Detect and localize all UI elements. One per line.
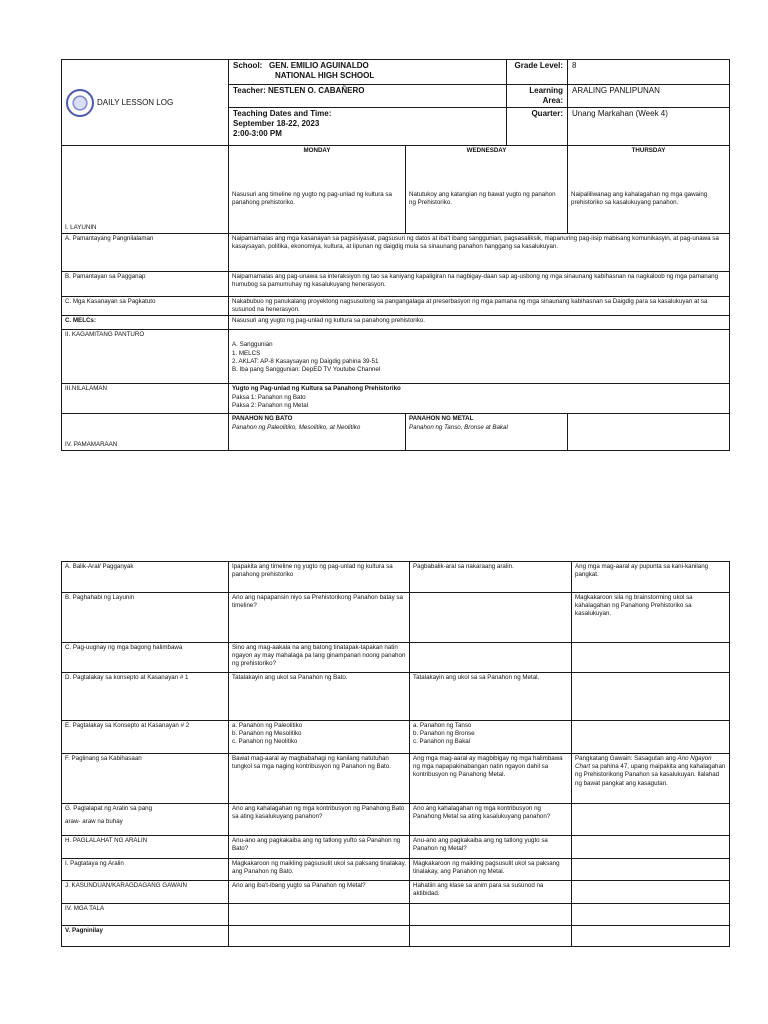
- paglalapat-label-cell: [62, 804, 229, 836]
- table-row: [62, 804, 730, 836]
- table-row: [62, 926, 730, 947]
- row-label: A. Balik-Aral/ Pagganyak: [62, 562, 229, 593]
- pagninilay-label: V. Pagninilay: [62, 926, 229, 947]
- row-thursday: [572, 673, 730, 721]
- row-label: D. Pagtalakay sa konsepto at Kasanayan # 1: [62, 673, 229, 721]
- list-item: b. Panahon ng Bronse: [413, 730, 475, 738]
- log-title: DAILY LESSON LOG: [97, 97, 174, 107]
- kabihasaan-wednesday: Ang mga mag-aaral ay magbibigay ng mga halimbawa ng mga napapakinabangan natin ngayon dahil sa kontribusyon ng Panahong Metal.: [410, 754, 572, 804]
- row-label: H. PAGLALAHAT NG ARALIN: [62, 836, 229, 859]
- school-cell: [229, 60, 507, 85]
- table-row: [62, 643, 730, 673]
- day-thursday: THURSDAY: [631, 147, 666, 154]
- lesson-log-table-bottom: [61, 561, 730, 947]
- table-row: [62, 673, 730, 721]
- melcs-label: C. MELCs:: [62, 316, 229, 330]
- nilalaman-line: Paksa 1: Panahon ng Bato: [232, 393, 306, 401]
- table-row: [62, 721, 730, 754]
- layunin-thursday: Naipaliliwanag ang kahalagahan ng mga gawaing prehistoriko sa kasalukuyang panahon.: [571, 191, 708, 207]
- row-thursday: [572, 643, 730, 673]
- dates-value: September 18-22, 2023: [233, 119, 320, 128]
- row-thursday: Ang mga mag-aaral ay pupunta sa kani-kanilang pangkat.: [572, 562, 730, 593]
- paglalapat-label-line2: araw- araw na buhay: [65, 818, 123, 826]
- list-item: b. Panahon ng Mesolitiko: [232, 730, 302, 738]
- table-row: [62, 881, 730, 904]
- table-row: [62, 754, 730, 804]
- kabihasaan-thursday-cell: [572, 754, 730, 804]
- pamamaraan-label: IV. PAMAMARAAN: [62, 414, 229, 451]
- row-label: J. KASUNDUAN/KARAGDAGANG GAWAIN: [62, 881, 229, 904]
- pamamaraan-thursday-cell: [568, 414, 730, 451]
- teacher-label: Teacher:: [233, 86, 266, 95]
- school-value: GEN. EMILIO AGUINALDO: [269, 61, 369, 70]
- layunin-wednesday: Natutukoy ang katangian ng bawat yugto ng panahon ng Prehistoriko.: [409, 191, 556, 207]
- nilalaman-title: Yugto ng Pag-unlad ng Kultura sa Panahong Prehistoriko: [232, 385, 401, 393]
- dates-cell: [229, 108, 507, 146]
- kagamitan-line: 1. MELCS: [232, 349, 261, 357]
- teacher-value: NESTLEN O. CABAÑERO: [268, 86, 365, 95]
- row-label: C. Pag-uugnay ng mga bagong halimbawa: [62, 643, 229, 673]
- konsepto2-monday-cell: [229, 721, 410, 754]
- layunin-label: I. LAYUNIN: [62, 146, 229, 234]
- kabihasaan-thursday-pre: Pangkatang Gawain: Sasagutan ang: [575, 755, 678, 762]
- row-wednesday: [410, 643, 572, 673]
- pagganap-label: B. Pamantayan sa Pagganap: [62, 272, 229, 297]
- konsepto2-thursday-cell: [572, 721, 730, 754]
- paglalapat-label-line1: G. Paglalapat ng Aralin sa pang: [65, 805, 153, 812]
- melcs-text: Nasusuri ang yugto ng pag-unlad ng kultura sa panahong prehistoriko.: [229, 316, 730, 330]
- time-value: 2:00-3:00 PM: [233, 129, 282, 138]
- nilalaman-cell: [229, 384, 730, 414]
- pamamaraan-wednesday-cell: [406, 414, 568, 451]
- row-label: I. Pagtataya ng Aralin: [62, 859, 229, 881]
- row-monday: Ano ang napapansin niyo sa Prehistorikong Panahon batay sa timeline?: [229, 593, 410, 643]
- row-thursday: [572, 836, 730, 859]
- day-wednesday: WEDNESDAY: [466, 147, 507, 154]
- list-item: a. Panahon ng Tanso: [413, 722, 472, 729]
- table-row: [62, 859, 730, 881]
- row-monday: Ano ang iba't-ibang yugto sa Panahon ng Metal?: [229, 881, 410, 904]
- pangnilalaman-label: A. Pamantayang Pangnilalaman: [62, 234, 229, 272]
- row-monday: Tatalakayin ang ukol sa Panahon ng Bato.: [229, 673, 410, 721]
- row-wednesday: Magkakaroon ng maikling pagsusulit ukol sa paksang tinalakay, ang Panahon ng Metal.: [410, 859, 572, 881]
- pagganap-text: Naipamamalas ang pag-unawa sa interaksiyon ng tao sa kaniyang kapaligiran na nagbigay-daan sap ag-usbong ng mga sinaunang kabihasnan na nagkaloob ng mga pamanang humubog sa pamumuhay ng kasalukuyang henerasyon.: [229, 272, 730, 297]
- table-row: [62, 836, 730, 859]
- row-wednesday: Pagbabalik-aral sa nakaraang aralin.: [410, 562, 572, 593]
- area-value: ARALING PANLIPUNAN: [568, 85, 730, 108]
- nilalaman-line: Paksa 2: Panahon ng Metal: [232, 401, 309, 409]
- row-monday: Magkakaroon ng maikling pagsusulit ukol sa paksang tinalakay, ang Panahon ng Bato.: [229, 859, 410, 881]
- area-label: Learning Area:: [507, 85, 568, 108]
- kasanayan-text: Nakabubuo ng panukalang proyektong nagsusulong sa pangangalaga at preserbasyon ng mga pamana ng mga sinaunang kabihasnan sa Daigdig para sa kasalukuyan at sa susunod na henerasyon.: [229, 297, 730, 316]
- kagamitan-line: 2. AKLAT: AP-8 Kasaysayan ng Daigdig pahina 39-51: [232, 357, 379, 365]
- lesson-log-table-top: [61, 59, 730, 451]
- konsepto2-wednesday-cell: [410, 721, 572, 754]
- layunin-wednesday-cell: [406, 146, 568, 234]
- table-row: [62, 904, 730, 926]
- grade-value: 8: [568, 60, 730, 85]
- table-row: [62, 562, 730, 593]
- quarter-label: Quarter:: [507, 108, 568, 146]
- row-monday: Sino ang mag-aakala na ang batong tinatapak-tapakan natin ngayon ay may mahalaga pa lang ginampanan noong panahon ng prehistoriko?: [229, 643, 410, 673]
- quarter-value: Unang Markahan (Week 4): [568, 108, 730, 146]
- deped-seal-icon: [66, 89, 94, 117]
- row-wednesday: Hahatiin ang klase sa anim para sa susunod na aktibidad.: [410, 881, 572, 904]
- kabihasaan-thursday-post: sa pahina 47, upang maipakita ang kahalagahan ng Prehistorikong Panahon sa kasalukuyan. Ilalahad ng bawat pangkat ang kasagutan.: [575, 763, 726, 787]
- row-wednesday: Tatalakayin ang ukol sa sa Panahon ng Metal.: [410, 673, 572, 721]
- konsepto2-label: E. Pagtalakay sa Konsepto at Kasanayan # 2: [62, 721, 229, 754]
- layunin-monday-cell: [229, 146, 406, 234]
- grade-label: Grade Level:: [507, 60, 568, 85]
- list-item: c. Panahon ng Bakal: [413, 738, 471, 746]
- kagamitan-line: B. Iba pang Sanggunian: DepED TV Youtube Channel: [232, 365, 381, 373]
- kagamitan-label: II. KAGAMITANG PANTURO: [62, 330, 229, 384]
- tala-label: IV. MGA TALA: [62, 904, 229, 926]
- pamamaraan-monday-title: PANAHON NG BATO: [232, 415, 293, 423]
- log-title-cell: [62, 60, 229, 146]
- paglalapat-thursday-cell: [572, 804, 730, 836]
- paglalapat-monday: Ano ang kahalagahan ng mga kontribusyon ng Panahong Bato sa ating kasalukuyang panahon?: [229, 804, 410, 836]
- school-value-line2: NATIONAL HIGH SCHOOL: [275, 71, 375, 80]
- pamamaraan-monday-cell: [229, 414, 406, 451]
- list-item: c. Panahon ng Neolitiko: [232, 738, 298, 746]
- kabihasaan-label: F. Paglinang sa Kabihasaan: [62, 754, 229, 804]
- nilalaman-label: III.NILALAMAN: [62, 384, 229, 414]
- kagamitan-line: A. Sanggunian: [232, 341, 273, 349]
- row-thursday: Magkakaroon sila ng brainstorming ukol sa kahalagahan ng Panahong Prehistoriko sa kasalukuyan.: [572, 593, 730, 643]
- row-monday: Anu-ano ang pagkakaiba ang ng tatlong yufto sa Panahon ng Bato?: [229, 836, 410, 859]
- pamamaraan-wednesday-title: PANAHON NG METAL: [409, 415, 474, 423]
- teacher-cell: [229, 85, 507, 108]
- day-monday: MONDAY: [303, 147, 331, 154]
- kagamitan-cell: [229, 330, 730, 384]
- row-label: B. Paghahabi ng Layunin: [62, 593, 229, 643]
- row-wednesday: [410, 593, 572, 643]
- row-thursday: [572, 859, 730, 881]
- row-thursday: [572, 881, 730, 904]
- table-row: [62, 593, 730, 643]
- paglalapat-wednesday: Ano ang kahalagahan ng mga kontribusyon ng Panahong Metal sa ating kasalukuyang panahon?: [410, 804, 572, 836]
- list-item: a. Panahon ng Paleolitiko: [232, 722, 303, 729]
- pamamaraan-wednesday-sub: Panahon ng Tanso, Bronse at Bakal: [409, 423, 508, 431]
- row-wednesday: Anu-ano ang pagkakaiba ang ng tatlong yugto sa Panahon ng Metal?: [410, 836, 572, 859]
- layunin-thursday-cell: [568, 146, 730, 234]
- kabihasaan-monday: Bawat mag-aaral ay magbabahagi ng kanilang natutuhan tungkol sa mga naging kontribusyon ng Panahon ng Bato.: [229, 754, 410, 804]
- kasanayan-label: C. Mga Kasanayan sa Pagkatuto: [62, 297, 229, 316]
- layunin-monday: Nasusuri ang timeline ng yugto ng pag-unlad ng kultura sa panahong prehistoriko.: [232, 191, 392, 207]
- row-monday: Ipapakita ang timeline ng yugto ng pag-unlad ng kultura sa panahong prehistoriko: [229, 562, 410, 593]
- dates-label: Teaching Dates and Time:: [233, 109, 332, 118]
- pamamaraan-monday-sub: Panahon ng Paleolitiko, Mesolitiko, at Neolitiko: [232, 423, 361, 431]
- kabihasaan-thursday-chart: Ano Ngayon Chart: [575, 755, 712, 771]
- school-label: School:: [233, 61, 263, 70]
- pangnilalaman-text: Naipamamalas ang mga kasanayan sa pagsisiyasat, pagsusuri ng datos at iba't ibang sanggunian, pagsasaliksik, mapanuring pag-iisip mabisang komunikasyin, at pag-unawa sa kasaysayan, politika, ekonomiya, kultura, at lipunan ng daigdig mula sa sinaunang panahon hanggang sa kasalukuyan.: [229, 234, 730, 272]
